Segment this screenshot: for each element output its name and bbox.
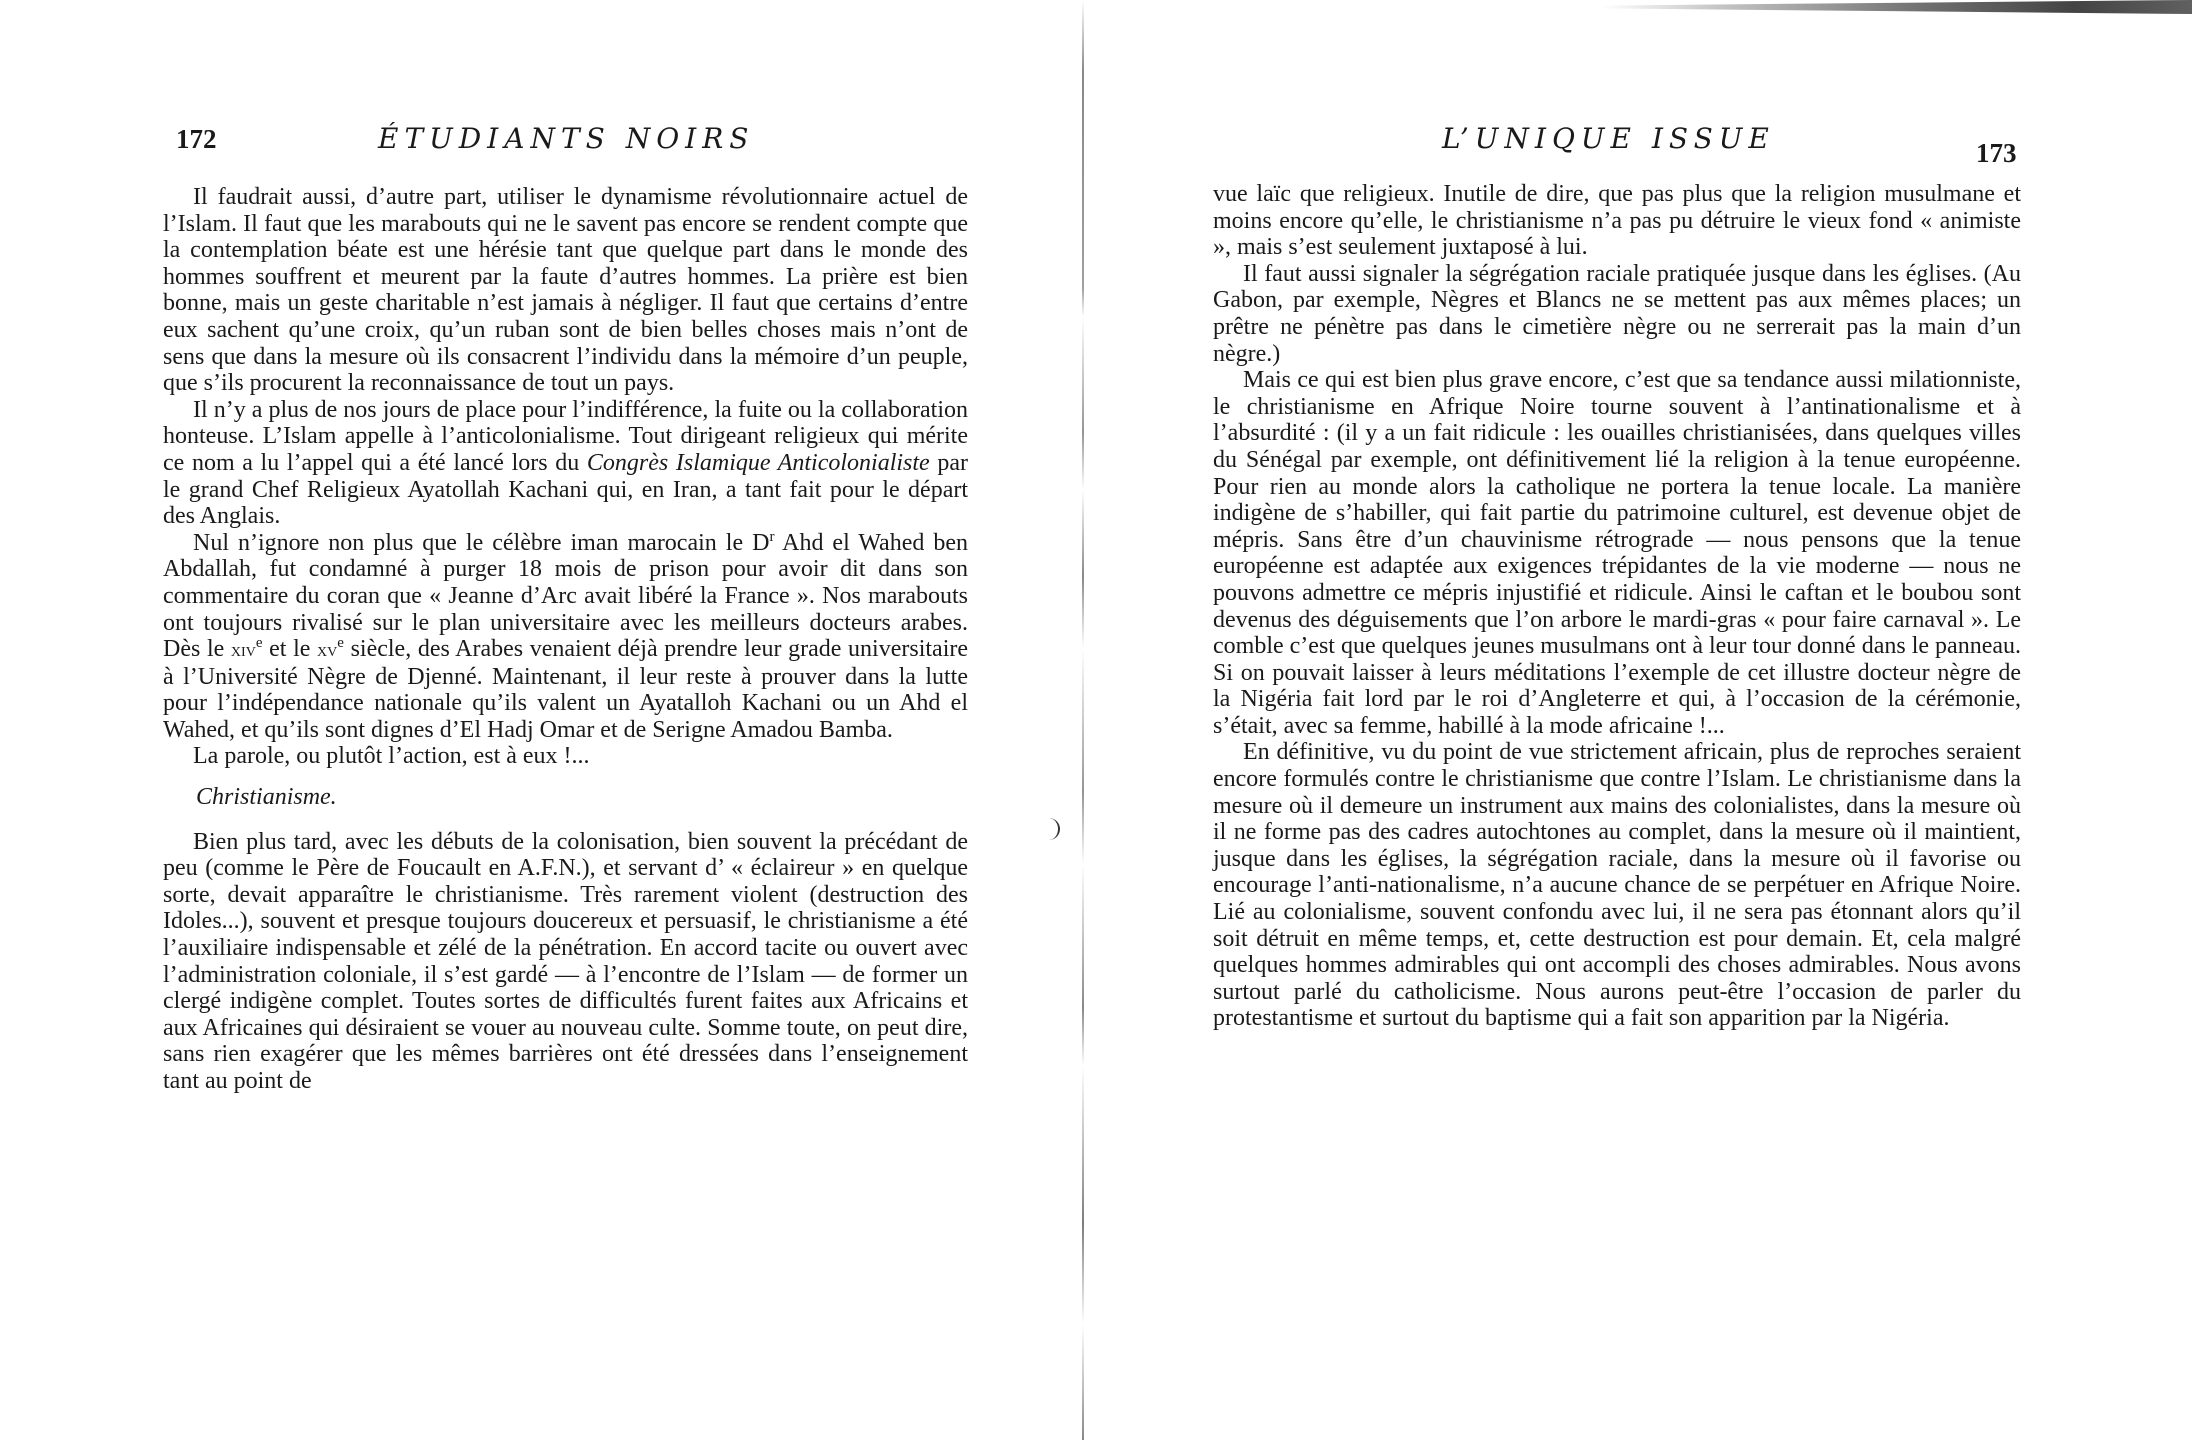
paragraph: Mais ce qui est bien plus grave encore, c’est que sa tendance aussi milationniste, le christianisme en Afrique Noire tourne souvent à l’antinationalisme et à l’absurdité : (il y a un fait ridicule : les ouailles christianisées, dans quelques villes du Sénégal par exemple, ont définitivement lié la religion à la tenue européenne. Pour rien au monde alors la catholique ne portera la tenue locale. La manière indigène de s’habiller, qui fait partie du patrimoine culturel, est devenue objet de mépris. Sans être d’un chauvinisme rétrograde — nous pensons que la tenue européenne est adaptée aux exigences trépidantes de la vie moderne — nous ne pouvons admettre ce mépris injustifié et ridicule. Ainsi le caftan et le boubou sont devenus des déguisements que l’on arbore le mardi-gras « pour faire carnaval ». Le comble c’est que quelques jeunes musulmans ont à leur tour donné dans le panneau. Si on pouvait laisser à leurs méditations l’exemple de cet illustre docteur nègre de la Nigéria fait lord par le roi d’Angleterre et qui, à l’occasion de la cérémonie, s’était, avec sa femme, habillé à la mode africaine !... <box>1213 367 2021 739</box>
congress-title: Congrès Islamique Anticolonialiste <box>586 449 930 476</box>
left-text-block <box>163 184 968 1095</box>
paragraph: Il faudrait aussi, d’autre part, utiliser le dynamisme révolutionnaire actuel de l’Islam. Il faut que les marabouts qui ne le savent pas encore se rendent compte que la contemplation béate est une hérésie tant que quelque part dans le monde des hommes souffrent et meurent par la faute d’autres hommes. La prière est bien bonne, mais un geste charitable n’est jamais à négliger. Il faut que certains d’entre eux sachent qu’une croix, qu’un ruban sont de bien belles choses mais n’ont de sens que dans la mesure où ils consacrent l’individu dans la mémoire d’un peuple, que s’ils procurent la reconnaissance de tout un pays. <box>163 184 968 397</box>
continuation-paragraph: vue laïc que religieux. Inutile de dire, que pas plus que la religion musulmane et moins encore qu’elle, le christianisme n’a pas pu détruire le vieux fond « animiste », mais s’est seulement juxtaposé à lui. <box>1213 181 2021 261</box>
section-title: Christianisme. <box>196 784 337 811</box>
page-number-right: 173 <box>1976 138 2017 168</box>
paragraph: Il n’y a plus de nos jours de place pour l’indifférence, la fuite ou la collaboration honteuse. L’Islam appelle à l’anticolonialisme. Tout dirigeant religieux qui mérite ce nom a lu l’appel qui a été lancé lors du Congrès Islamique Anticolonialiste par le grand Chef Religieux Ayatollah Kachani qui, en Iran, a tant fait pour le départ des Anglais. <box>163 396 969 530</box>
page-number-left: 172 <box>176 124 217 154</box>
paragraph: Il faut aussi signaler la ségrégation raciale pratiquée jusque dans les églises. (Au Gabon, par exemple, Nègres et Blancs ne se mettent pas aux mêmes places; un prêtre ne pénètre pas dans le cimetière nègre ou ne serrerait pas la main d’un nègre.) <box>1213 260 2021 367</box>
right-text-block <box>1213 181 2021 1032</box>
book-gutter <box>1082 0 1084 1440</box>
paragraph: La parole, ou plutôt l’action, est à eux !... <box>193 743 590 770</box>
right-page <box>1096 0 2192 1440</box>
running-head-right: L’UNIQUE ISSUE <box>1442 122 1775 155</box>
paragraph: Nul n’ignore non plus que le célèbre iman marocain le $D^r$ Ahd el Wahed ben Abdallah, fut condamné à purger 18 mois de prison pour avoir dit dans son commentaire du coran que « Jeanne d’Arc avait libéré la France ». Nos marabouts ont toujours rivalisé sur le plan universitaire avec les meilleurs docteurs arabes. Dès le xiv$^e$ et le $xv^e$ siècle, des Arabes venaient déjà prendre leur grade universitaire à l’Université Nègre de Djenné. Maintenant, il leur reste à prouver dans la lutte pour l’indépendance nationale qu’ils valent un Ayatalloh Kachani ou un Ahd el Wahed, et qu’ils sont dignes d’El Hadj Omar et de Serigne Amadou Bamba. <box>163 528 969 743</box>
paragraph: Bien plus tard, avec les débuts de la colonisation, bien souvent la précédant de peu (comme le Père de Foucault en A.F.N.), et servant d’ « éclaireur » en quelque sorte, devait apparaître le christianisme. Très rarement violent (destruction des Idoles...), souvent et presque toujours doucereux et persuasif, le christianisme a été l’auxiliaire indispensable et zélé de la pénétration. En accord tacite ou ouvert avec l’administration coloniale, il s’est gardé — à l’encontre de l’Islam — de former un clergé indigène complet. Toutes sortes de difficultés furent faites aux Africains et aux Africaines qui désiraient se vouer au nouveau culte. Somme toute, on peut dire, sans rien exagérer que les mêmes barrières ont été dressées dans l’enseignement tant au point de <box>163 828 968 1094</box>
paragraph: En définitive, vu du point de vue strictement africain, plus de reproches seraient encore formulés contre le christianisme que contre l’Islam. Le christianisme dans la mesure où il demeure un instrument aux mains des colonialistes, dans la mesure où il ne forme pas des cadres autochtones au complet, dans la mesure où il maintient, jusque dans les églises, la ségrégation raciale, dans la mesure où il favorise ou encourage l’anti-nationalisme, n’a aucune chance de se perpétuer en Afrique Noire. Lié au colonialisme, souvent confondu avec lui, il ne sera pas étonnant alors qu’il soit détruit en même temps, et, cette destruction est pour demain. Et, cela malgré quelques hommes admirables qui ont accompli des choses admirables. Nous avons surtout parlé du catholicisme. Nous aurons peut-être l’occasion de parler du protestantisme et surtout du baptisme qui a fait son apparition par la Nigéria. <box>1213 739 2021 1032</box>
running-head-left: ÉTUDIANTS NOIRS <box>378 122 755 155</box>
